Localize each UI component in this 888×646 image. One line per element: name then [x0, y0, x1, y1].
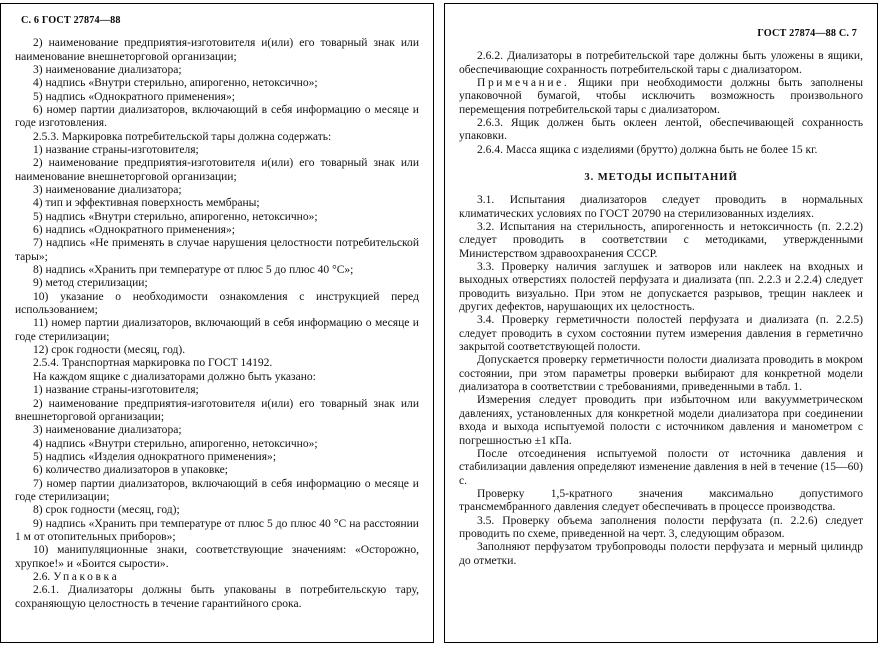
paragraph: 1) название страны-изготовителя; [33, 143, 199, 156]
paragraph: 2.6.4. Масса ящика с изделиями (брутто) должна быть не более 15 кг. [477, 143, 818, 156]
paragraph: 4) тип и эффективная поверхность мембраны; [33, 197, 260, 210]
paragraph: 2.6.1. Диализаторы должны быть упакованы в потребительскую тару, сохраняющую целостность в течение гарантийного срока. [15, 584, 419, 610]
paragraph: 3) наименование диализатора; [33, 63, 182, 76]
subsection-title: Упаковка [53, 570, 120, 583]
paragraph: 2) наименование предприятия-изготовителя и(или) его товарный знак или внешнеторговой организации; [15, 397, 419, 423]
paragraph: 2.6.3. Ящик должен быть оклеен лентой, обеспечивающей сохранность упаковки. [459, 116, 863, 143]
paragraph: Измерения следует проводить при избыточном или вакуумметрическом давлениях, установленных для конкретной модели диализатора при соединении входа и выхода испытуемой полости с источником давления и манометром с погрешностью ±1 кПа. [459, 394, 863, 447]
page-right [444, 3, 878, 643]
paragraph: 6) количество диализаторов в упаковке; [33, 464, 228, 477]
section-heading: 3. МЕТОДЫ ИСПЫТАНИЙ [584, 171, 738, 183]
paragraph: 2) наименование предприятия-изготовителя и(или) его товарный знак или наименование внешнеторговой организации; [15, 157, 419, 183]
paragraph: Заполняют перфузатом трубопроводы полости перфузата и мерный цилиндр до отметки. [459, 541, 863, 567]
paragraph: 10) манипуляционные знаки, соответствующие значениям: «Осторожно, хрупкое!» и «Боится сырости». [15, 544, 419, 570]
page-right-content [445, 4, 877, 642]
paragraph: 12) срок годности (месяц, год). [33, 344, 186, 357]
paragraph: 3.5. Проверку объема заполнения полости перфузата (п. 2.2.6) следует проводить по схеме, приведенной на черт. 3, следующим образом. [459, 514, 863, 540]
paragraph: 2.5.4. Транспортная маркировка по ГОСТ 14192. [33, 357, 273, 370]
paragraph: 2.6.2. Диализаторы в потребительской таре должны быть уложены в ящики, обеспечивающие сохранность потребительской тары с диализатором. [459, 50, 863, 76]
paragraph: 3.4. Проверку герметичности полостей перфузата и диализата (п. 2.2.5) следует проводить в сухом состоянии путем измерения давления в герметично закрытой соответствующей полости. [459, 314, 863, 354]
paragraph: 3.3. Проверку наличия заглушек и затворов или наклеек на входных и выходных отверстиях полостей перфузата и диализата (пп. 2.2.3 и 2.2.4) следует проводить визуально. При этом не допускается разрывов, трещин наклеек и других дефектов, нарушающих их целостность. [459, 261, 863, 314]
page-left-body [15, 37, 419, 611]
note-text: Ящики при необходимости должны быть заполнены упаковочной бумагой, чтобы исключить возможность произвольного перемещения потребительской тары с диализатором. [459, 76, 863, 116]
paragraph: 2.5.3. Маркировка потребительской тары должна содержать: [33, 130, 332, 143]
subsection-number: 2.6. [33, 570, 51, 583]
page-right-body [459, 50, 863, 568]
page-left-content [1, 4, 433, 642]
paragraph: Проверку 1,5-кратного значения максимально допустимого трансмембранного давления следует обеспечивать в процессе производства. [459, 487, 863, 514]
paragraph: 5) надпись «Изделия однократного применения»; [33, 450, 277, 463]
paragraph: 8) надпись «Хранить при температуре от плюс 5 до плюс 40 °С»; [33, 264, 354, 277]
note-label: Примечание. [477, 76, 570, 89]
paragraph: 7) надпись «Не применять в случае нарушения целостности потребительской тары»; [15, 237, 419, 263]
paragraph: 6) надпись «Однократного применения»; [33, 224, 235, 237]
paragraph: 4) надпись «Внутри стерильно, апирогенно, нетоксично»; [33, 437, 318, 450]
paragraph: 3.1. Испытания диализаторов следует проводить в нормальных климатических условиях по ГОСТ 20790 на стерилизованных изделиях. [459, 194, 863, 220]
page-left [0, 3, 434, 643]
paragraph: 9) надпись «Хранить при температуре от плюс 5 до плюс 40 °С на расстоянии 1 м от отопительных приборов»; [15, 517, 419, 543]
paragraph: 6) номер партии диализаторов, включающий в себя информацию о месяце и годе изготовления. [15, 103, 419, 130]
paragraph: 7) номер партии диализаторов, включающий в себя информацию о месяце и годе стерилизации; [15, 477, 419, 503]
paragraph: 4) надпись «Внутри стерильно, апирогенно, нетоксично»; [33, 77, 318, 90]
paragraph: После отсоединения испытуемой полости от источника давления и стабилизации давления определяют изменение давления в ней в течение (15—60) с. [459, 447, 863, 487]
paragraph: 9) метод стерилизации; [33, 277, 148, 290]
paragraph: Допускается проверку герметичности полости диализата проводить в мокром состоянии, при этом параметры проверки выбирают для конкретной модели диализатора в соответствии с требованиями, приведенными в табл. 1. [459, 354, 863, 394]
paragraph: 11) номер партии диализаторов, включающий в себя информацию о месяце и годе стерилизации; [15, 317, 419, 343]
paragraph: На каждом ящике с диализаторами должно быть указано: [33, 370, 316, 383]
paragraph: 1) название страны-изготовителя; [33, 384, 199, 397]
subsection-heading [15, 571, 419, 584]
paragraph: 5) надпись «Внутри стерильно, апирогенно, нетоксично»; [33, 210, 318, 223]
paragraph: 3) наименование диализатора; [33, 184, 182, 196]
paragraph: 5) надпись «Однократного применения»; [33, 90, 235, 103]
running-head-left: С. 6 ГОСТ 27874—88 [21, 15, 121, 26]
paragraph: 3) наименование диализатора; [33, 424, 182, 437]
note-block [459, 77, 863, 117]
running-head-right: ГОСТ 27874—88 С. 7 [757, 28, 857, 39]
paragraph: 3.2. Испытания на стерильность, апирогенность и нетоксичность (п. 2.2.2) следует проводить в соответствии с методиками, утвержденными Министерством здравоохранения СССР. [459, 221, 863, 260]
paragraph: 10) указание о необходимости ознакомления с инструкцией перед использованием; [15, 290, 419, 317]
paragraph: 8) срок годности (месяц, год); [33, 504, 180, 517]
paragraph: 2) наименование предприятия-изготовителя и(или) его товарный знак или наименование внешнеторговой организации; [15, 37, 419, 63]
